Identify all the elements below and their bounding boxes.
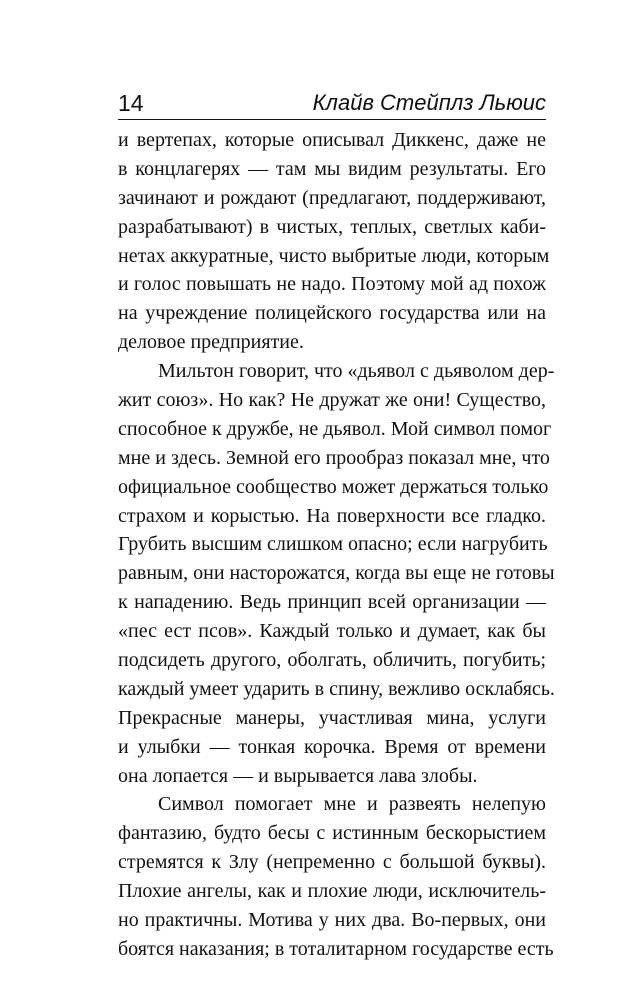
header-rule — [118, 119, 546, 120]
body-text — [118, 126, 555, 964]
text-line: каждый умеет ударить в спину, вежливо осклабясь. — [118, 677, 555, 700]
text-line: способное к дружбе, не дьявол. Мой символ помог — [118, 417, 552, 440]
text-line: нетах аккуратные, чисто выбритые люди, которым — [118, 244, 550, 267]
text-line: «пес ест псов». Каждый только и думает, как бы — [118, 620, 546, 643]
text-line: и улыбки — тонкая корочка. Время от времени — [118, 735, 546, 758]
text-line: зачинают и рождают (предлагают, поддерживают, — [118, 186, 546, 209]
text-line: Прекрасные манеры, участливая мина, услуги — [118, 706, 546, 729]
text-line: жит союз». Но как? Не дружат же они! Существо, — [118, 389, 546, 412]
text-line: боятся наказания; в тоталитарном государстве есть — [118, 937, 554, 960]
text-line: и голос повышать не надо. Поэтому мой ад похож — [118, 273, 546, 296]
text-line: она лопается — и вырывается лава злобы. — [118, 764, 478, 787]
text-line: деловое предприятие. — [118, 331, 304, 354]
text-line: на учреждение полицейского государства или на — [118, 302, 546, 325]
running-head-author: Клайв Стейплз Льюис — [312, 90, 546, 115]
text-line: стремятся к Злу (непременно с большой буквы). — [118, 851, 546, 874]
text-line: в концлагерях — там мы видим результаты. Его — [118, 157, 546, 180]
text-line: страхом и корыстью. На поверхности все гладко. — [118, 504, 546, 527]
text-line: подсидеть другого, оболгать, обличить, погубить; — [118, 649, 546, 672]
running-head — [118, 90, 546, 120]
text-line: официальное сообщество может держаться только — [118, 475, 549, 498]
text-line: мне и здесь. Земной его прообраз показал мне, что — [118, 446, 550, 469]
text-line: Мильтон говорит, что «дьявол с дьяволом дер- — [158, 360, 555, 383]
text-line: но практичны. Мотива у них два. Во-первых, они — [118, 909, 546, 932]
paragraph-1 — [118, 126, 550, 357]
text-line: равным, они насторожатся, когда вы еще не готовы — [118, 562, 555, 585]
paragraph-3 — [118, 790, 554, 963]
page-number: 14 — [118, 90, 144, 116]
text-line: Символ помогает мне и развеять нелепую — [158, 793, 546, 816]
text-line: разрабатывают) в чистых, теплых, светлых каби- — [118, 215, 546, 238]
text-line: фантазию, будто бесы с истинным бескорыстием — [118, 822, 546, 845]
text-line: и вертепах, которые описывал Диккенс, даже не — [118, 129, 546, 151]
text-line: Грубить высшим слишком опасно; если нагрубить — [118, 533, 548, 556]
text-line: к нападению. Ведь принцип всей организации — — [118, 591, 546, 614]
text-line: Плохие ангелы, как и плохие люди, исключитель- — [118, 880, 546, 903]
paragraph-2 — [118, 357, 555, 790]
